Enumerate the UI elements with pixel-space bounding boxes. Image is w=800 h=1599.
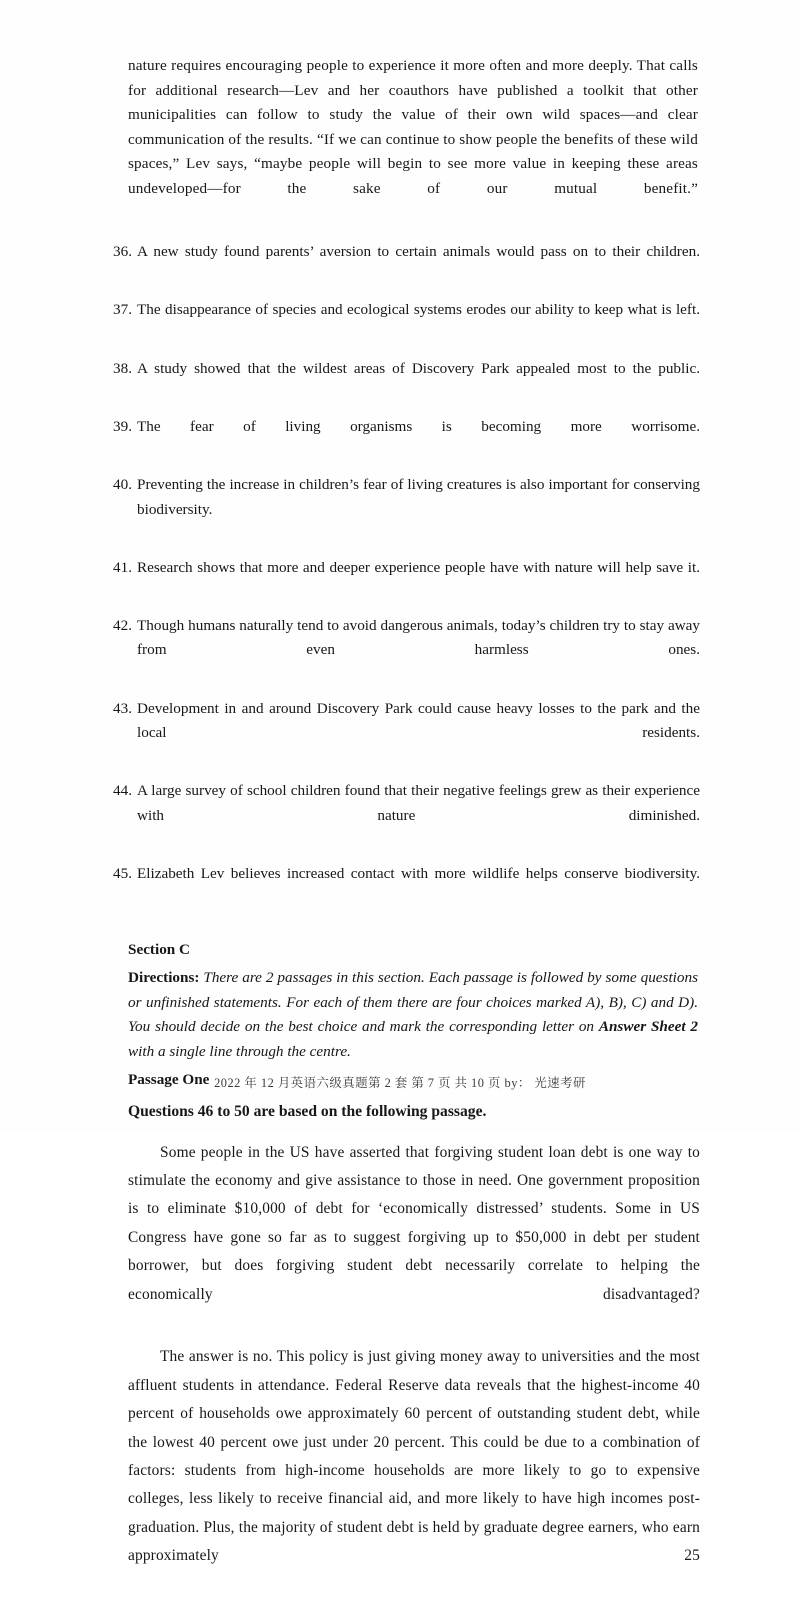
statement-text: Though humans naturally tend to avoid dangerous animals, today’s children try to stay away from even harmless ones. (137, 616, 700, 659)
statement-number: 43. (113, 699, 132, 717)
list-item (108, 697, 700, 771)
answer-sheet-reference: Answer Sheet 2 (598, 1018, 698, 1036)
footer-text: 2022 年 12 月英语六级真题第 2 套 第 7 页 共 10 页 by： 光速考研 (214, 1076, 586, 1090)
directions-text-part2: with a single line through the centre. (128, 1042, 351, 1060)
passage-one-label: Passage One (128, 1071, 210, 1089)
list-item (108, 240, 700, 289)
statement-text: Elizabeth Lev believes increased contact with more wildlife helps conserve biodiversity. (137, 865, 700, 883)
statement-text: Development in and around Discovery Park could cause heavy losses to the park and the local residents. (137, 699, 700, 742)
statement-text: A large survey of school children found that their negative feelings grew as their experience with nature diminished. (137, 782, 700, 825)
passage-one-body (128, 1139, 700, 1599)
statement-text: Preventing the increase in children’s fear of living creatures is also important for conserving biodiversity. (137, 475, 700, 518)
section-c-heading: Section C (128, 941, 191, 959)
statement-number: 40. (113, 475, 132, 493)
statement-number: 41. (113, 558, 132, 576)
statement-text: Research shows that more and deeper experience people have with nature will help save it. (137, 558, 700, 576)
list-item (108, 779, 700, 853)
passage-paragraph: The answer is no. This policy is just giving money away to universities and the most affluent students in attendance. Federal Reserve data reveals that the highest-income 40 percent of households owe approximately 60 percent of outstanding student debt, while the lowest 40 percent owe just under 20 percent. This could be due to a combination of factors: students from high-income households are more likely to go to expensive colleges, less likely to receive financial aid, and more likely to have high incomes post-graduation. Plus, the majority of student debt is held by graduate degree earners, who earn approximately 25 (128, 1348, 700, 1565)
statement-text: A study showed that the wildest areas of Discovery Park appealed most to the public. (137, 359, 700, 377)
list-item (108, 862, 700, 911)
directions-block (128, 966, 698, 1064)
statement-text: The disappearance of species and ecological systems erodes our ability to keep what is left. (137, 301, 700, 319)
list-item (108, 473, 700, 547)
statement-text: A new study found parents’ aversion to certain animals would pass on to their children. (137, 243, 700, 261)
questions-range-heading: Questions 46 to 50 are based on the following passage. (128, 1102, 487, 1120)
list-item (108, 614, 700, 688)
statement-number: 38. (113, 359, 132, 377)
list-item (108, 298, 700, 347)
statement-number: 37. (113, 301, 132, 319)
list-item (108, 415, 700, 464)
statement-text: The fear of living organisms is becoming more worrisome. (137, 417, 700, 435)
statement-number: 42. (113, 616, 132, 634)
page-footer (0, 1074, 800, 1092)
statement-number: 45. (113, 865, 132, 883)
directions-label: Directions: (128, 969, 200, 986)
continuation-paragraph: nature requires encouraging people to experience it more often and more deeply. That calls for additional research—Lev and her coauthors have published a toolkit that other municipalities can follow to study the value of their own wild spaces—and clear communication of the results. “If we can continue to show people the benefits of these wild spaces,” Lev says, “maybe people will begin to see more value in keeping these areas undeveloped—for the sake of our mutual benefit.” (128, 57, 698, 197)
statement-number: 44. (113, 782, 132, 800)
page-content (108, 54, 698, 1599)
directions-text-part1: There are 2 passages in this section. Each passage is followed by some questions or unfinished statements. For each of them there are four choices marked A), B), C) and D). You should decide on the best choice and mark the corresponding letter on (128, 969, 698, 1036)
list-item (108, 556, 700, 605)
passage-paragraph: Some people in the US have asserted that forgiving student loan debt is one way to stimulate the economy and give assistance to those in need. One government proposition is to eliminate $10,000 of debt for ‘economically distressed’ students. Some in US Congress have gone so far as to suggest forgiving up to $50,000 in debt per student borrower, but does forgiving student debt necessarily correlate to helping the economically disadvantaged? (128, 1143, 700, 1303)
statement-number: 36. (113, 243, 132, 261)
list-item (108, 357, 700, 406)
statement-number: 39. (113, 417, 132, 435)
statement-list (108, 240, 700, 911)
